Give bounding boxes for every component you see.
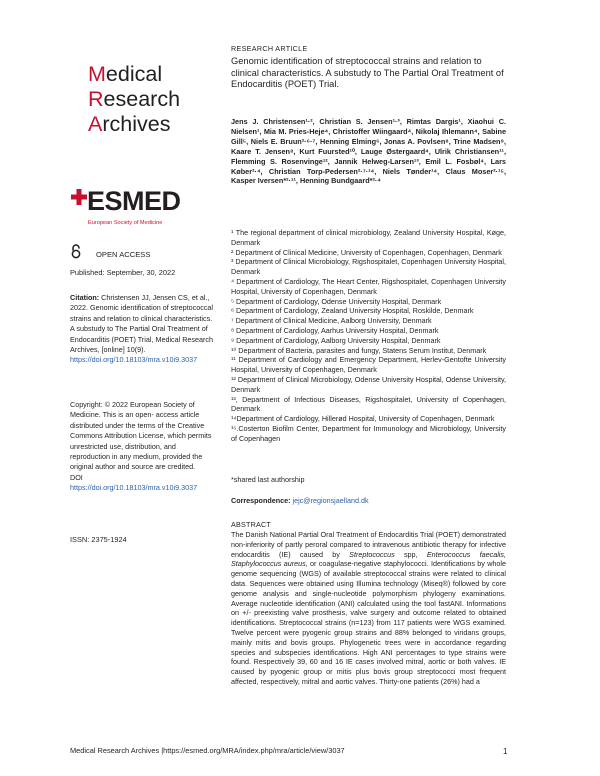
issn: ISSN: 2375-1924	[70, 535, 127, 544]
affiliation-item: ¹² Department of Clinical Microbiology, Odense University Hospital, Odense University, Denmark	[231, 374, 506, 394]
abstract-heading: ABSTRACT	[231, 520, 271, 529]
affiliation-item: ¹⁰ Department of Bacteria, parasites and fungy, Statens Serum Institut, Denmark	[231, 345, 487, 355]
esmed-cross-icon	[71, 189, 87, 205]
open-access-label: OPEN ACCESS	[96, 250, 151, 259]
journal-logo-line: Archives	[88, 112, 171, 136]
copyright-block	[70, 400, 216, 494]
publisher-logo: ESMED	[87, 186, 181, 216]
copyright-text: Copyright: © 2022 European Society of Medicine. This is an open- access article distributed under the terms of the Creative Commons Attribution License, which permits unrestricted use, distribution, and reproduction in any medium, provided the original author and source are credited.	[70, 400, 212, 472]
article-title: Genomic identification of streptococcal strains and relation to clinical characteristics. A substudy to The Partial Oral Treatment of Endocarditis (POET) Trial.	[231, 56, 504, 90]
journal-logo-line: Research	[88, 87, 181, 111]
journal-logo	[88, 62, 206, 137]
correspondence	[231, 496, 506, 506]
affiliation-item: ⁵ Department of Cardiology, Odense University Hospital, Denmark	[231, 296, 442, 306]
affiliation-item: ¹⁵.Costerton Biofilm Center, Department for Immunology and Microbiology, University of Copenhagen	[231, 423, 506, 443]
citation-doi-link[interactable]: https://doi.org/10.18103/mra.v10i9.3037	[70, 355, 198, 365]
footer-journal-link[interactable]: Medical Research Archives |https://esmed.org/MRA/index.php/mra/article/view/3037	[70, 746, 345, 755]
affiliation-item: ¹ The regional department of clinical microbiology, Zealand University Hospital, Køge, Denmark	[231, 228, 506, 247]
affiliations	[231, 228, 506, 444]
affiliation-item: ¹¹ Department of Cardiology and Emergency Department, Herlev-Gentofte University Hospital, University of Copenhagen, Denmark	[231, 355, 506, 375]
doi-label: DOI	[70, 472, 83, 482]
citation-label: Citation:	[70, 293, 100, 302]
open-access-icon	[70, 244, 82, 259]
publisher-subtitle: European Society of Medicine	[88, 220, 163, 226]
abstract-text: The Danish National Partial Oral Treatment of Endocarditis Trial (POET) demonstrated non-inferiority of partly peroral compared to intravenous antibiotic therapy for infective endocarditis (IE) caused by Streptococcus spp, Enterococcus faecalis, Staphylococcus aureus, or coagulase-negative staphylococci. Identifications by whole genome sequencing (WGS) of available streptococcal strains were related to clinical data. Sequences were obtained using Illumina technology (Miseq®) followed by core genome analysis and single-nucleotide polymorphism phylogeny examinations. Average nucleotide identification (ANI) calculated using the tool fastANI. Informations on +/- preexisting valve prosthesis, valve surgery and outcome related to obtained identifications. Streptococcal strains (n=123) from 117 patients were WGS examined. Twelve percent were pyogenic group strains and 88% belonged to viridans groups, mainly mitis and bovis groups. Phylogenetic trees were in accordance regarding species and subspecies identifications. High ANI percentages to type strains were found. Respectively 39, 60 and 16 IE cases involved mitral, aortic or both valves. IE caused by pyogenic group or mitis plus bovis group streptococci most frequent affected, respectively, mitral and aortic valves. Thirty-one patients (26%) had a	[231, 530, 506, 686]
affiliation-item: ¹⁴Department of Cardiology, Hillerød Hospital, University of Copenhagen, Denmark	[231, 414, 495, 424]
affiliation-item: ⁷ Department of Clinical Medicine, Aalborg University, Denmark	[231, 316, 432, 326]
journal-logo-line: Medical	[88, 62, 163, 86]
correspondence-email-link[interactable]: jejc@regionsjaelland.dk	[292, 496, 369, 505]
correspondence-label: Correspondence:	[231, 496, 291, 505]
author-list: Jens J. Christensen¹·², Christian S. Jensen¹·³, Rimtas Dargis¹, Xiaohui C. Nielsen¹, Mia M. Pries-Heje⁴, Christoffer Wiingaard⁴, Nikolaj Ihlemann⁴, Sabine Gill⁵, Niels E. Bruun²·⁶·⁷, Henning Elming⁶, Jonas A. Povlsen⁸, Trine Madsen⁹, Kaare T. Jensen⁸, Kurt Fuursted¹⁰, Lauge Østergaard⁴, Ulrik Christiansen¹¹, Flemming S. Rosenvinge¹², Jannik Helweg-Larsen¹³, Emil L. Fosbøl⁴, Lars Køber²·⁴, Christian Torp-Pedersen²·⁷·¹⁴, Niels Tønder¹⁴, Claus Moser²·¹⁵, Kasper Iversen*²·¹¹, Henning Bundgaard*²·⁴	[231, 117, 506, 186]
affiliation-item: ¹³, Department of Infectious Diseases, Rigshospitalet, University of Copenhagen, Denmark	[231, 394, 506, 414]
affiliation-item: ⁶ Department of Cardiology, Zealand University Hospital, Roskilde, Denmark	[231, 306, 474, 316]
affiliation-item: ² Department of Clinical Medicine, University of Copenhagen, Copenhagen, Denmark	[231, 247, 502, 257]
affiliation-item: ⁹ Department of Cardiology, Aalborg University Hospital, Denmark	[231, 335, 441, 345]
published-date: Published: September, 30, 2022	[70, 268, 176, 277]
affiliation-item: ⁴ Department of Cardiology, The Heart Center, Rigshospitalet, Copenhagen University Hospital, University of Copenhagen, Denmark	[231, 276, 506, 296]
shared-authorship-note: *shared last authorship	[231, 475, 305, 484]
citation-text: Christensen JJ, Jensen CS, et al., 2022. Genomic identification of streptococcal strains and relation to clinical characteristics. A substudy to The Partial Oral Treatment of Endocarditis (POET) Trial, Medical Research Archives, [online] 10(9).	[70, 293, 214, 355]
article-type: RESEARCH ARTICLE	[231, 44, 308, 53]
doi-link[interactable]: https://doi.org/10.18103/mra.v10i9.3037	[70, 483, 198, 493]
affiliation-item: ⁸ Department of Cardiology, Aarhus University Hospital, Denmark	[231, 325, 439, 335]
affiliation-item: ³ Department of Clinical Microbiology, Rigshospitalet, Copenhagen University Hospital, Denmark	[231, 257, 506, 277]
citation-block	[70, 293, 216, 366]
page-number: 1	[503, 747, 508, 756]
